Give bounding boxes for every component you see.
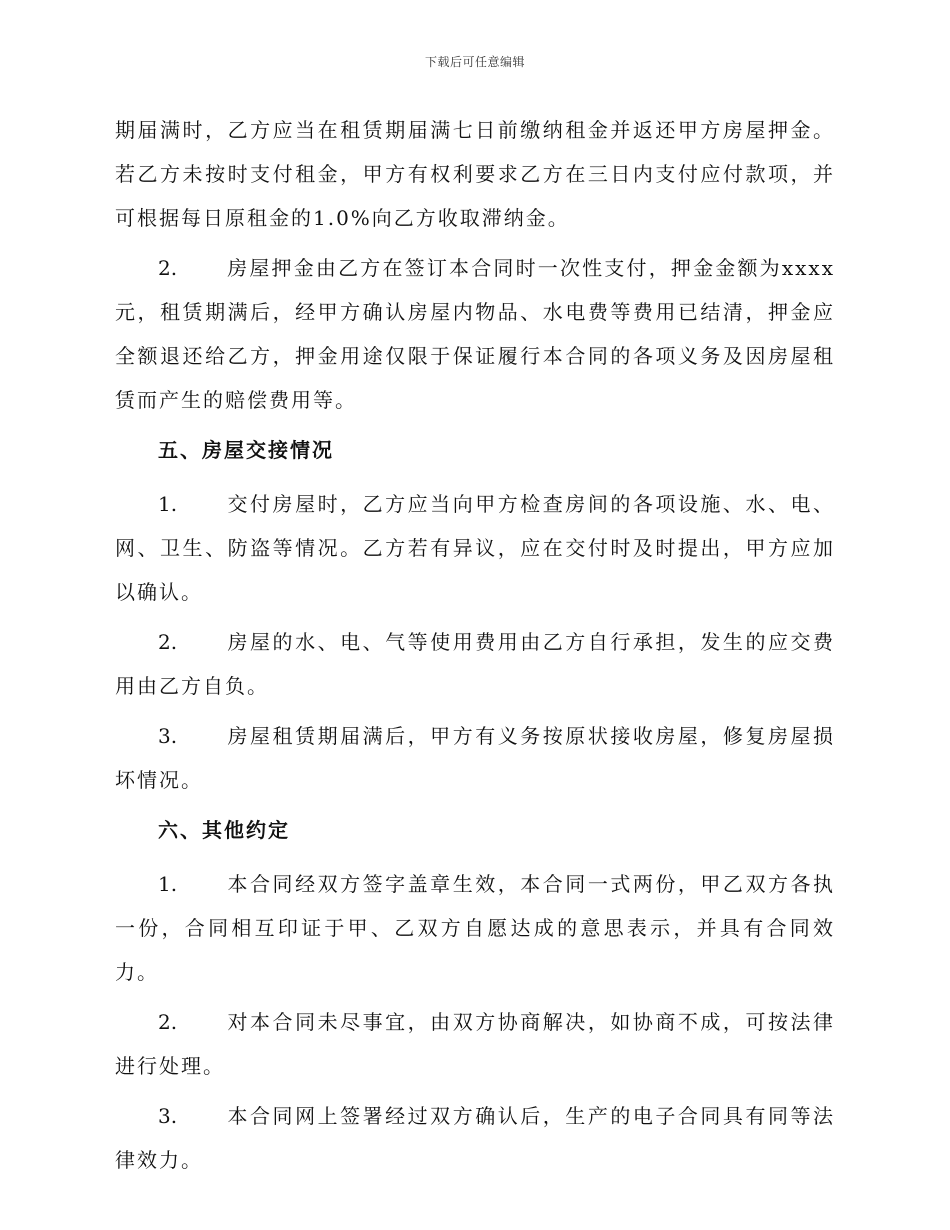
section-heading-other: 六、其他约定 bbox=[158, 818, 290, 842]
clause-text: 房屋租赁期届满后，甲方有义务按原状接收房屋，修复房屋损坏情况。 bbox=[115, 724, 835, 792]
clause-text: 本合同经双方签字盖章生效，本合同一式两份，甲乙双方各执一份，合同相互印证于甲、乙双方自愿达成的意思表示，并具有合同效力。 bbox=[115, 872, 835, 984]
clause-number: 2. bbox=[158, 630, 178, 654]
clause-text: 本合同网上签署经过双方确认后，生产的电子合同具有同等法律效力。 bbox=[115, 1104, 835, 1172]
clause-number: 1. bbox=[158, 492, 178, 516]
paragraph-rent-deadline: 期届满时，乙方应当在租赁期届满七日前缴纳租金并返还甲方房屋押金。若乙方未按时支付租金，甲方有权利要求乙方在三日内支付应付款项，并可根据每日原租金的1.0%向乙方收取滞纳金。 bbox=[115, 118, 835, 230]
page-header: 下载后可任意编辑 bbox=[424, 55, 525, 69]
clause-text: 交付房屋时，乙方应当向甲方检查房间的各项设施、水、电、网、卫生、防盗等情况。乙方若有异议，应在交付时及时提出，甲方应加以确认。 bbox=[115, 492, 835, 604]
clause-number: 2. bbox=[158, 1010, 178, 1034]
document-body bbox=[115, 108, 835, 1188]
clause-utility-fees bbox=[115, 620, 835, 708]
clause-number: 2. bbox=[158, 256, 178, 280]
clause-electronic-contract bbox=[115, 1094, 835, 1182]
clause-handover-inspection bbox=[115, 482, 835, 614]
clause-text: 房屋的水、电、气等使用费用由乙方自行承担，发生的应交费用由乙方自负。 bbox=[115, 630, 835, 698]
clause-effectiveness bbox=[115, 862, 835, 994]
clause-number: 3. bbox=[158, 724, 178, 748]
clause-deposit bbox=[115, 246, 835, 422]
section-heading-handover: 五、房屋交接情况 bbox=[158, 438, 334, 462]
clause-text: 对本合同未尽事宜，由双方协商解决，如协商不成，可按法律进行处理。 bbox=[115, 1010, 835, 1078]
clause-unresolved-matters bbox=[115, 1000, 835, 1088]
clause-number: 3. bbox=[158, 1104, 178, 1128]
clause-number: 1. bbox=[158, 872, 178, 896]
clause-text: 房屋押金由乙方在签订本合同时一次性支付，押金金额为xxxx元，租赁期满后，经甲方确认房屋内物品、水电费等费用已结清，押金应全额退还给乙方，押金用途仅限于保证履行本合同的各项义务及因房屋租赁而产生的赔偿费用等。 bbox=[115, 256, 835, 412]
clause-return-house bbox=[115, 714, 835, 802]
